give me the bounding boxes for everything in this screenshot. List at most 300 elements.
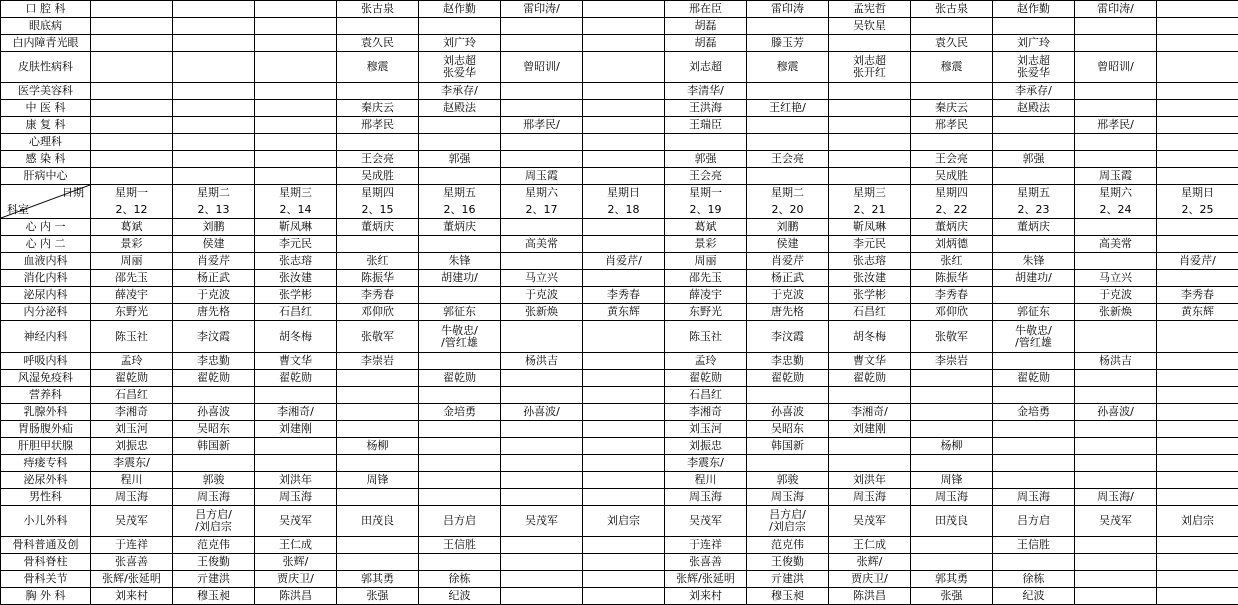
- schedule-cell: [993, 236, 1075, 253]
- schedule-cell: 邓仰欣: [337, 304, 419, 321]
- schedule-cell: 葛斌: [665, 219, 747, 236]
- schedule-cell: 张古泉: [911, 1, 993, 18]
- schedule-cell: 石昌红: [829, 304, 911, 321]
- schedule-cell: 李忠勤: [747, 353, 829, 370]
- schedule-cell: 吴钦星: [829, 18, 911, 35]
- schedule-cell: 李崇岩: [911, 353, 993, 370]
- table-row: [1, 472, 1238, 489]
- schedule-cell: [583, 370, 665, 387]
- schedule-cell: [255, 134, 337, 151]
- schedule-cell: 李湘奇: [91, 404, 173, 421]
- schedule-cell: [993, 472, 1075, 489]
- schedule-cell: 唐先格: [747, 304, 829, 321]
- table-row: [1, 421, 1238, 438]
- schedule-cell: 张红: [911, 253, 993, 270]
- schedule-cell: 徐栋: [419, 571, 501, 588]
- schedule-cell: 李震东/: [91, 455, 173, 472]
- schedule-cell: [91, 52, 173, 83]
- schedule-cell: 东野光: [665, 304, 747, 321]
- schedule-cell: [583, 18, 665, 35]
- cell-line: 牛敬忠/: [993, 325, 1074, 337]
- schedule-cell: [1157, 35, 1238, 52]
- date-header: 2、18: [583, 202, 665, 219]
- schedule-cell: [1157, 52, 1238, 83]
- schedule-cell: 薛凌宇: [91, 287, 173, 304]
- schedule-cell: 薛凌宇: [665, 287, 747, 304]
- schedule-cell: 周玉海: [173, 489, 255, 506]
- schedule-cell: 吴昭东: [747, 421, 829, 438]
- schedule-cell: 陈洪昌: [255, 588, 337, 605]
- schedule-cell: 翟乾勋: [255, 370, 337, 387]
- weekday-header: 星期五: [419, 185, 501, 202]
- schedule-cell: [173, 100, 255, 117]
- schedule-cell: 周丽: [91, 253, 173, 270]
- dept-name: 心 内 二: [1, 236, 91, 253]
- schedule-cell: [419, 455, 501, 472]
- schedule-cell: [583, 117, 665, 134]
- schedule-cell: 张辉/张延明: [665, 571, 747, 588]
- upper-dept-rows: [1, 1, 1238, 185]
- date-header: 2、17: [501, 202, 583, 219]
- table-row: [1, 168, 1238, 185]
- cell-line: 吕方启/: [747, 509, 828, 521]
- schedule-cell: 刘广玲: [419, 35, 501, 52]
- schedule-cell: [911, 455, 993, 472]
- date-header: 2、25: [1157, 202, 1238, 219]
- dept-name: 胃肠腹外疝: [1, 421, 91, 438]
- schedule-cell: [1157, 18, 1238, 35]
- schedule-cell: 贾庆卫/: [829, 571, 911, 588]
- schedule-cell: [501, 253, 583, 270]
- weekday-header: 星期六: [501, 185, 583, 202]
- schedule-cell: [1157, 438, 1238, 455]
- schedule-cell: 周玉海: [747, 489, 829, 506]
- schedule-cell: [1075, 455, 1157, 472]
- schedule-cell: 范克伟: [747, 537, 829, 554]
- schedule-cell: [1157, 472, 1238, 489]
- table-row: [1, 353, 1238, 370]
- schedule-cell: 肖爱芹/: [583, 253, 665, 270]
- schedule-cell: [1075, 219, 1157, 236]
- schedule-cell: [583, 270, 665, 287]
- schedule-cell: 穆玉昶: [173, 588, 255, 605]
- table-row: [1, 100, 1238, 117]
- schedule-cell: 程川: [665, 472, 747, 489]
- dept-name: 中 医 科: [1, 100, 91, 117]
- dept-name: 肝胆甲状腺: [1, 438, 91, 455]
- schedule-cell: 周锋: [911, 472, 993, 489]
- weekday-header: 星期三: [829, 185, 911, 202]
- schedule-cell: 肖爱芹: [747, 253, 829, 270]
- schedule-cell: [501, 438, 583, 455]
- weekday-header: 星期四: [337, 185, 419, 202]
- date-header: 2、14: [255, 202, 337, 219]
- dept-name: 骨科关节: [1, 571, 91, 588]
- dept-name: 肝病中心: [1, 168, 91, 185]
- schedule-cell: 李元民: [829, 236, 911, 253]
- schedule-cell: [583, 83, 665, 100]
- schedule-cell: 刘洪年: [829, 472, 911, 489]
- schedule-cell: [993, 554, 1075, 571]
- schedule-cell: [419, 438, 501, 455]
- schedule-cell: 于克波: [501, 287, 583, 304]
- schedule-cell: [1157, 151, 1238, 168]
- schedule-cell: 吕方启: [993, 506, 1075, 537]
- schedule-cell: [1075, 421, 1157, 438]
- weekday-header: 星期日: [583, 185, 665, 202]
- schedule-cell: [1075, 18, 1157, 35]
- schedule-cell: 邵先玉: [665, 270, 747, 287]
- dept-name: 男性科: [1, 489, 91, 506]
- dept-name: 小儿外科: [1, 506, 91, 537]
- lower-dept-rows: [1, 219, 1238, 605]
- schedule-cell: 秦庆云: [911, 100, 993, 117]
- schedule-cell: 靳凤琳: [255, 219, 337, 236]
- schedule-cell: [993, 168, 1075, 185]
- schedule-cell: 张敬军: [911, 321, 993, 353]
- schedule-cell: [911, 83, 993, 100]
- table-row: [1, 370, 1238, 387]
- schedule-cell: 张汝建: [255, 270, 337, 287]
- schedule-cell: 陈振华: [911, 270, 993, 287]
- schedule-cell: 王会亮: [665, 168, 747, 185]
- dept-name: 血液内科: [1, 253, 91, 270]
- schedule-cell: [91, 151, 173, 168]
- schedule-cell: [501, 489, 583, 506]
- schedule-cell: 张新焕: [501, 304, 583, 321]
- schedule-cell: 于克波: [1075, 287, 1157, 304]
- schedule-cell: 张学彬: [255, 287, 337, 304]
- schedule-cell: 邢孝民/: [1075, 117, 1157, 134]
- schedule-cell: [501, 35, 583, 52]
- schedule-cell: 刘启宗: [583, 506, 665, 537]
- schedule-cell: [1157, 489, 1238, 506]
- schedule-cell: 李忠勤: [173, 353, 255, 370]
- schedule-cell: 李秀春: [337, 287, 419, 304]
- schedule-cell: 李湘奇/: [829, 404, 911, 421]
- table-row: [1, 18, 1238, 35]
- schedule-cell: [993, 134, 1075, 151]
- table-row: [1, 489, 1238, 506]
- schedule-cell: 穆震: [747, 52, 829, 83]
- schedule-cell: 王信胜: [419, 537, 501, 554]
- dept-name: 乳腺外科: [1, 404, 91, 421]
- schedule-cell: [337, 537, 419, 554]
- schedule-cell: [993, 387, 1075, 404]
- schedule-cell: 于连祥: [665, 537, 747, 554]
- schedule-cell: [747, 117, 829, 134]
- schedule-cell: 侯建: [747, 236, 829, 253]
- weekday-header: 星期日: [1157, 185, 1238, 202]
- schedule-cell: 杨正武: [173, 270, 255, 287]
- schedule-cell: [501, 455, 583, 472]
- schedule-cell: 张志瑢: [255, 253, 337, 270]
- schedule-cell: [501, 472, 583, 489]
- schedule-cell: [173, 506, 255, 537]
- schedule-cell: 陈玉社: [91, 321, 173, 353]
- schedule-cell: 李湘奇/: [255, 404, 337, 421]
- schedule-cell: 田茂良: [337, 506, 419, 537]
- schedule-cell: 周玉海: [993, 489, 1075, 506]
- schedule-cell: 张强: [911, 588, 993, 605]
- schedule-cell: 亓建洪: [747, 571, 829, 588]
- schedule-cell: [1157, 83, 1238, 100]
- schedule-cell: 王洪海: [665, 100, 747, 117]
- dept-name: 泌尿外科: [1, 472, 91, 489]
- schedule-cell: [1157, 353, 1238, 370]
- schedule-cell: 周玉海: [665, 489, 747, 506]
- schedule-cell: 郭强: [993, 151, 1075, 168]
- schedule-cell: [337, 489, 419, 506]
- schedule-cell: 吴茂军: [829, 506, 911, 537]
- schedule-cell: 翟乾勋: [419, 370, 501, 387]
- cell-line: 牛敬忠/: [419, 325, 500, 337]
- schedule-cell: 刘来村: [665, 588, 747, 605]
- schedule-cell: 刘建刚: [829, 421, 911, 438]
- schedule-cell: [173, 117, 255, 134]
- cell-line: /刘启宗: [747, 521, 828, 533]
- schedule-cell: [173, 134, 255, 151]
- schedule-cell: [1157, 100, 1238, 117]
- schedule-cell: 靳凤琳: [829, 219, 911, 236]
- cell-line: /刘启宗: [173, 521, 254, 533]
- schedule-cell: [1075, 134, 1157, 151]
- schedule-cell: [583, 168, 665, 185]
- table-row: [1, 1, 1238, 18]
- date-header: 2、23: [993, 202, 1075, 219]
- schedule-cell: 穆玉昶: [747, 588, 829, 605]
- schedule-cell: 王会亮: [747, 151, 829, 168]
- schedule-cell: 黄东辉: [1157, 304, 1238, 321]
- schedule-cell: [173, 1, 255, 18]
- schedule-cell: 王俊勤: [747, 554, 829, 571]
- schedule-cell: 董炳庆: [419, 219, 501, 236]
- weekday-header: 星期一: [91, 185, 173, 202]
- schedule-cell: [501, 421, 583, 438]
- schedule-cell: [255, 1, 337, 18]
- schedule-cell: 范克伟: [173, 537, 255, 554]
- schedule-cell: 董炳庆: [993, 219, 1075, 236]
- schedule-cell: 马立兴: [1075, 270, 1157, 287]
- schedule-cell: [911, 134, 993, 151]
- schedule-cell: 刘建刚: [255, 421, 337, 438]
- schedule-cell: [173, 168, 255, 185]
- schedule-cell: 吴成胜: [337, 168, 419, 185]
- date-header: 2、13: [173, 202, 255, 219]
- schedule-cell: [1157, 554, 1238, 571]
- schedule-cell: 翟乾勋: [91, 370, 173, 387]
- schedule-cell: [583, 151, 665, 168]
- schedule-cell: [255, 100, 337, 117]
- schedule-cell: 贾庆卫/: [255, 571, 337, 588]
- schedule-cell: [1075, 571, 1157, 588]
- schedule-cell: 景彩: [91, 236, 173, 253]
- cell-line: 刘志超: [829, 55, 910, 67]
- schedule-cell: 滕玉芳: [747, 35, 829, 52]
- table-row: [1, 554, 1238, 571]
- schedule-cell: [583, 537, 665, 554]
- dept-name: 神经内科: [1, 321, 91, 353]
- schedule-cell: [583, 387, 665, 404]
- cell-line: 张爱华: [993, 67, 1074, 79]
- schedule-cell: [337, 404, 419, 421]
- date-header: 2、24: [1075, 202, 1157, 219]
- schedule-cell: 孙喜波/: [1075, 404, 1157, 421]
- schedule-cell: [583, 438, 665, 455]
- table-row: [1, 387, 1238, 404]
- schedule-cell: 胡建功/: [993, 270, 1075, 287]
- schedule-cell: 田茂良: [911, 506, 993, 537]
- schedule-cell: 李清华/: [665, 83, 747, 100]
- schedule-cell: [1075, 100, 1157, 117]
- table-row: [1, 52, 1238, 83]
- schedule-cell: 刘振忠: [665, 438, 747, 455]
- schedule-cell: 曾昭训/: [501, 52, 583, 83]
- schedule-cell: [993, 18, 1075, 35]
- dept-name: 白内障青光眼: [1, 35, 91, 52]
- table-row: [1, 117, 1238, 134]
- schedule-cell: 孟玲: [665, 353, 747, 370]
- schedule-cell: 吴成胜: [911, 168, 993, 185]
- schedule-cell: [173, 455, 255, 472]
- table-row: [1, 151, 1238, 168]
- schedule-cell: [501, 387, 583, 404]
- schedule-cell: [337, 387, 419, 404]
- schedule-cell: [993, 52, 1075, 83]
- schedule-cell: [337, 236, 419, 253]
- schedule-cell: 赵作勤: [419, 1, 501, 18]
- dept-name: 消化内科: [1, 270, 91, 287]
- schedule-cell: [829, 52, 911, 83]
- schedule-cell: 胡冬梅: [255, 321, 337, 353]
- cell-line: 张开红: [829, 67, 910, 79]
- schedule-cell: [1157, 455, 1238, 472]
- schedule-cell: 王会亮: [911, 151, 993, 168]
- schedule-cell: 张古泉: [337, 1, 419, 18]
- schedule-cell: 周丽: [665, 253, 747, 270]
- schedule-cell: [1075, 370, 1157, 387]
- schedule-cell: [419, 168, 501, 185]
- schedule-cell: [419, 287, 501, 304]
- schedule-cell: [993, 287, 1075, 304]
- weekday-header: 星期一: [665, 185, 747, 202]
- dept-name: 呼吸内科: [1, 353, 91, 370]
- schedule-cell: 王仁成: [829, 537, 911, 554]
- schedule-cell: 陈玉社: [665, 321, 747, 353]
- weekday-header: 星期二: [747, 185, 829, 202]
- schedule-cell: [419, 489, 501, 506]
- schedule-cell: 张辉/张延明: [91, 571, 173, 588]
- cell-line: 张爱华: [419, 67, 500, 79]
- date-header: 2、15: [337, 202, 419, 219]
- schedule-cell: 葛斌: [91, 219, 173, 236]
- schedule-cell: [91, 134, 173, 151]
- schedule-cell: 金培勇: [419, 404, 501, 421]
- schedule-cell: [255, 387, 337, 404]
- schedule-cell: 郭征东: [419, 304, 501, 321]
- table-row: [1, 219, 1238, 236]
- schedule-cell: 刘广玲: [993, 35, 1075, 52]
- schedule-cell: [1157, 404, 1238, 421]
- schedule-cell: [91, 168, 173, 185]
- weekday-header: 星期六: [1075, 185, 1157, 202]
- dept-name: 感 染 科: [1, 151, 91, 168]
- schedule-cell: 刘志超: [665, 52, 747, 83]
- schedule-cell: [747, 387, 829, 404]
- schedule-cell: 张新焕: [1075, 304, 1157, 321]
- schedule-cell: [1157, 117, 1238, 134]
- date-header: 2、22: [911, 202, 993, 219]
- weekday-header: 星期四: [911, 185, 993, 202]
- schedule-cell: [91, 18, 173, 35]
- dept-name: 骨科普通及创: [1, 537, 91, 554]
- schedule-cell: 肖爱芹: [173, 253, 255, 270]
- weekday-header: 星期三: [255, 185, 337, 202]
- dept-name: 风湿免疫科: [1, 370, 91, 387]
- schedule-cell: [583, 489, 665, 506]
- schedule-cell: [255, 83, 337, 100]
- schedule-cell: [419, 554, 501, 571]
- schedule-cell: 高美常: [501, 236, 583, 253]
- schedule-cell: [1075, 537, 1157, 554]
- table-row: [1, 253, 1238, 270]
- schedule-cell: 袁久民: [911, 35, 993, 52]
- schedule-cell: 李秀春: [583, 287, 665, 304]
- table-row: [1, 134, 1238, 151]
- schedule-cell: 翟乾勋: [173, 370, 255, 387]
- schedule-cell: [255, 52, 337, 83]
- schedule-cell: 王瑞臣: [665, 117, 747, 134]
- schedule-cell: 郭强: [665, 151, 747, 168]
- schedule-cell: [829, 438, 911, 455]
- schedule-cell: [419, 353, 501, 370]
- dept-name: 心理科: [1, 134, 91, 151]
- date-header: 2、21: [829, 202, 911, 219]
- schedule-cell: [829, 455, 911, 472]
- schedule-cell: [337, 421, 419, 438]
- schedule-cell: [583, 236, 665, 253]
- schedule-cell: 王信胜: [993, 537, 1075, 554]
- schedule-cell: [747, 83, 829, 100]
- schedule-cell: [911, 554, 993, 571]
- schedule-cell: 王俊勤: [173, 554, 255, 571]
- table-row: [1, 304, 1238, 321]
- corner-date-label: 日期: [62, 187, 84, 199]
- dept-name: 痔瘘专科: [1, 455, 91, 472]
- schedule-cell: [419, 387, 501, 404]
- schedule-cell: 石昌红: [91, 387, 173, 404]
- dept-name: 康 复 科: [1, 117, 91, 134]
- schedule-cell: [501, 370, 583, 387]
- schedule-cell: [665, 134, 747, 151]
- cell-line: /管红雄: [419, 337, 500, 349]
- schedule-cell: 张学彬: [829, 287, 911, 304]
- table-row: [1, 537, 1238, 554]
- weekday-header: 星期二: [173, 185, 255, 202]
- schedule-cell: [501, 571, 583, 588]
- schedule-cell: 曾昭训/: [1075, 52, 1157, 83]
- schedule-cell: [583, 554, 665, 571]
- schedule-cell: 周玉海: [829, 489, 911, 506]
- schedule-cell: [993, 321, 1075, 353]
- schedule-cell: [419, 421, 501, 438]
- schedule-cell: 刘振忠: [91, 438, 173, 455]
- schedule-cell: [255, 438, 337, 455]
- schedule-cell: [829, 83, 911, 100]
- schedule-cell: [1075, 83, 1157, 100]
- schedule-cell: 张敬军: [337, 321, 419, 353]
- dept-name: 骨科脊柱: [1, 554, 91, 571]
